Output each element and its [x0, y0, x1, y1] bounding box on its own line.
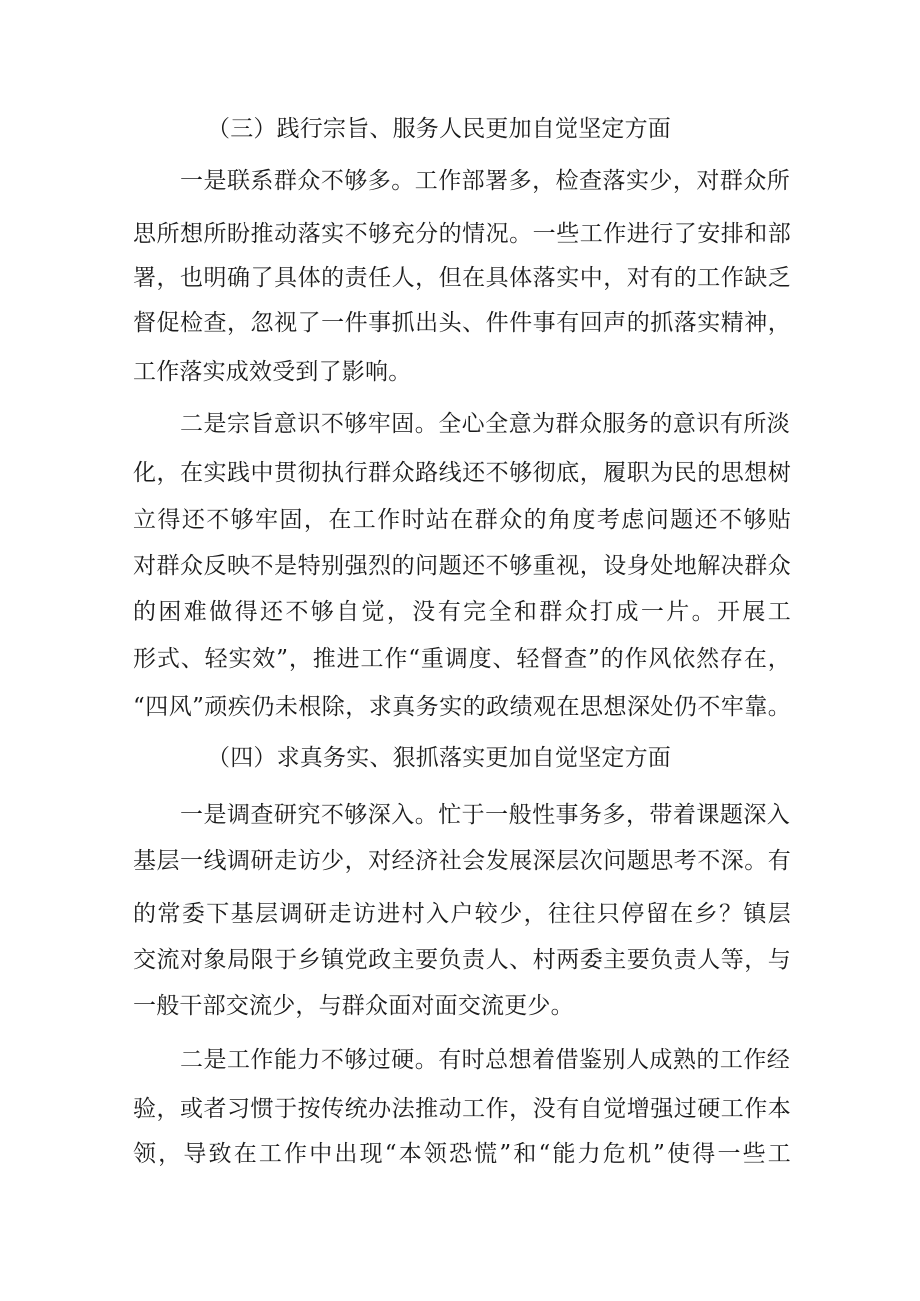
section-3-para-2-line-4: 对群众反映不是特别强烈的问题还不够重视，设身处地解决群众: [133, 553, 791, 579]
section-3-para-2-line-2: 化，在实践中贯彻执行群众路线还不够彻底，履职为民的思想树: [133, 460, 791, 486]
section-3-para-1-line-3: 署，也明确了具体的责任人，但在具体落实中，对有的工作缺乏: [133, 265, 791, 291]
section-3-para-2-line-7: “四风”顽疾仍未根除，求真务实的政绩观在思想深处仍不牢靠。: [133, 694, 791, 720]
section-4-para-2-line-2: 验，或者习惯于按传统办法推动工作，没有自觉增强过硬工作本: [133, 1096, 791, 1122]
section-3-para-1-line-5: 工作落实成效受到了影响。: [133, 359, 412, 385]
section-4-para-1-line-2: 基层一线调研走访少，对经济社会发展深层次问题思考不深。有: [133, 848, 791, 874]
section-4-heading: （四）求真务实、狠抓落实更加自觉坚定方面: [207, 745, 671, 771]
section-4-para-1-line-4: 交流对象局限于乡镇党政主要负责人、村两委主要负责人等，与: [133, 947, 791, 973]
section-3-para-1-line-1: 一是联系群众不够多。工作部署多，检查落实少，对群众所: [180, 168, 790, 194]
section-3-para-1-line-4: 督促检查，忽视了一件事抓出头、件件事有回声的抓落实精神，: [133, 310, 791, 336]
section-4-para-1-line-3: 的常委下基层调研走访进村入户较少，往往只停留在乡？镇层: [133, 901, 791, 927]
section-4-para-2-line-3: 领，导致在工作中出现“本领恐慌”和“能力危机”使得一些工: [133, 1141, 791, 1167]
section-3-para-2-line-5: 的困难做得还不够自觉，没有完全和群众打成一片。开展工: [133, 599, 791, 625]
section-3-para-2-line-3: 立得还不够牢固，在工作时站在群众的角度考虑问题还不够贴: [133, 507, 791, 533]
section-4-para-1-line-1: 一是调查研究不够深入。忙于一般性事务多，带着课题深入: [180, 802, 790, 828]
section-3-para-2-line-1: 二是宗旨意识不够牢固。全心全意为群众服务的意识有所淡: [180, 411, 790, 437]
section-3-para-1-line-2: 思所想所盼推动落实不够充分的情况。一些工作进行了安排和部: [133, 221, 791, 247]
section-4-para-1-line-5: 一般干部交流少，与群众面对面交流更少。: [133, 993, 574, 1019]
section-3-heading: （三）践行宗旨、服务人民更加自觉坚定方面: [207, 116, 671, 142]
section-3-para-2-line-6: 形式、轻实效”，推进工作“重调度、轻督查”的作风依然存在，: [133, 646, 791, 672]
section-4-para-2-line-1: 二是工作能力不够过硬。有时总想着借鉴别人成熟的工作经: [180, 1047, 790, 1073]
